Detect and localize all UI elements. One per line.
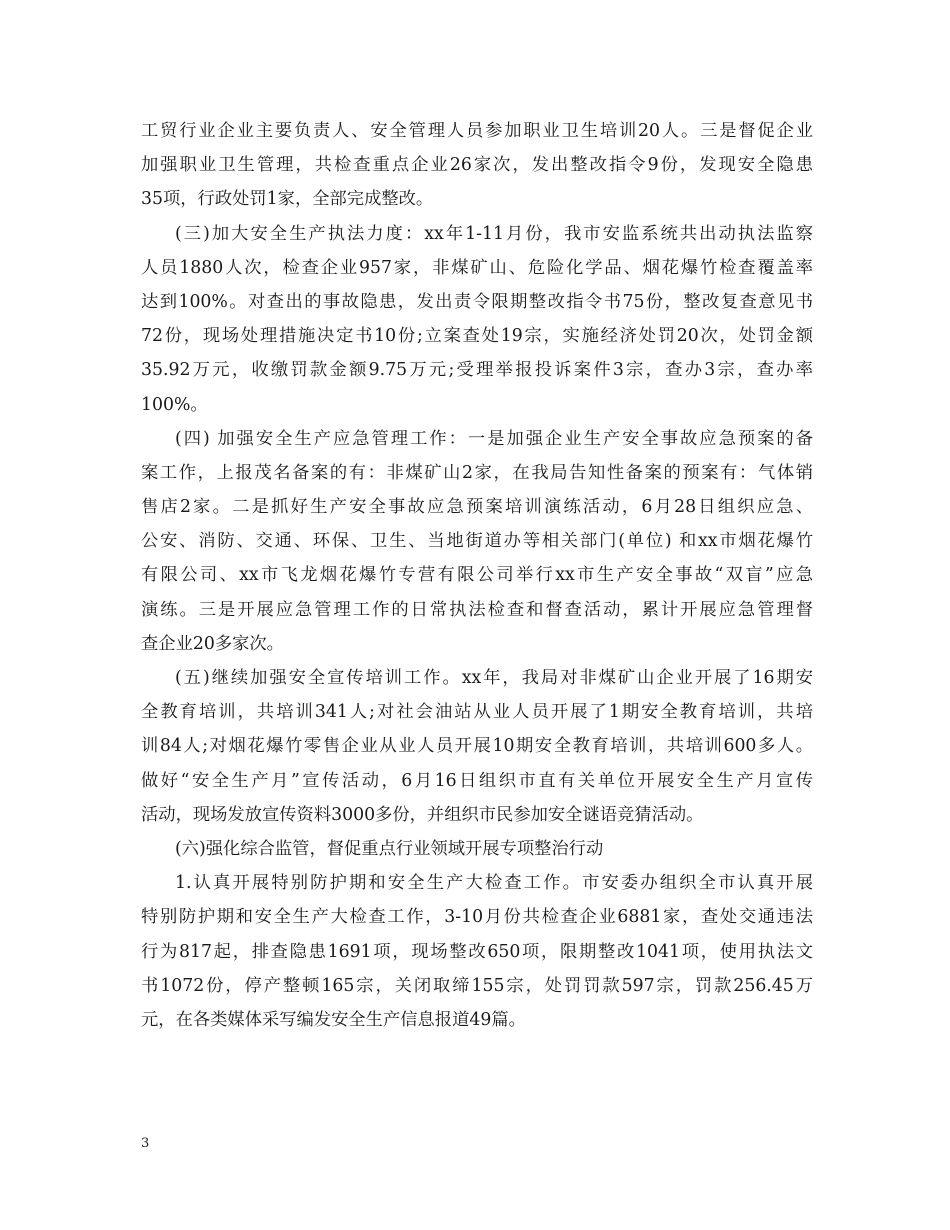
text-line: 100%。 [141,394,208,415]
text-line: 查企业20多家次。 [141,633,284,654]
text-line: 做好“安全生产月”宣传活动，6月16日组织市直有关单位开展安全生产月宣传 [141,770,813,791]
text-line: 加强职业卫生管理，共检查重点企业26家次，发出整改指令9份，发现安全隐患 [141,155,813,176]
text-line: 训84人;对烟花爆竹零售企业从业人员开展10期安全教育培训，共培训600多人。 [141,736,813,757]
text-line: 35项，行政处罚1家，全部完成整改。 [141,189,434,210]
text-line: 案工作，上报茂名备案的有：非煤矿山2家，在我局告知性备案的预案有：气体销 [141,462,813,483]
text-line: 达到100%。对查出的事故隐患，发出责令限期整改指令书75份，整改复查意见书 [141,291,813,312]
text-line: (六)强化综合监管，督促重点行业领域开展专项整治行动 [175,838,604,859]
paragraph-section-4 [141,422,813,661]
text-line: 元，在各类媒体采写编发安全生产信息报道49篇。 [141,1009,526,1030]
text-line: 人员1880人次，检查企业957家，非煤矿山、危险化学品、烟花爆竹检查覆盖率 [141,257,813,278]
text-line: 特别防护期和安全生产大检查工作，3-10月份共检查企业6881家，查处交通违法 [141,907,813,928]
text-line: 售店2家。二是抓好生产安全事故应急预案培训演练活动，6月28日组织应急、 [141,497,813,518]
text-line: 有限公司、xx市飞龙烟花爆竹专营有限公司举行xx市生产安全事故“双盲”应急 [141,565,813,586]
paragraph-section-3 [141,217,813,422]
text-line: 全教育培训，共培训341人;对社会油站从业人员开展了1期安全教育培训，共培 [141,702,813,723]
paragraph-item-1 [141,866,813,1037]
text-line: 1.认真开展特别防护期和安全生产大检查工作。市安委办组织全市认真开展 [175,873,813,894]
paragraph-section-5 [141,661,813,832]
text-line: (五)继续加强安全宣传培训工作。xx年，我局对非煤矿山企业开展了16期安 [175,668,813,688]
text-line: (四) 加强安全生产应急管理工作：一是加强企业生产安全事故应急预案的备 [175,428,813,449]
text-line: 行为817起，排查隐患1691项，现场整改650项，限期整改1041项，使用执法文 [141,941,813,962]
text-line: 35.92万元，收缴罚款金额9.75万元;受理举报投诉案件3宗，查办3宗，查办率 [141,360,813,381]
text-line: 公安、消防、交通、环保、卫生、当地街道办等相关部门(单位) 和xx市烟花爆竹 [141,531,813,552]
text-line: 活动，现场发放宣传资料3000多份，并组织市民参加安全谜语竞猜活动。 [141,804,704,825]
paragraph-continued [141,114,813,217]
text-line: 演练。三是开展应急管理工作的日常执法检查和督查活动，累计开展应急管理督 [141,599,813,620]
text-line: 72份，现场处理措施决定书10份;立案查处19宗，实施经济处罚20次，处罚金额 [141,326,813,347]
document-body [141,114,813,1037]
text-line: 工贸行业企业主要负责人、安全管理人员参加职业卫生培训20人。三是督促企业 [141,121,813,141]
page-number: 3 [141,1136,150,1151]
text-line: (三)加大安全生产执法力度：xx年1-11月份，我市安监系统共出动执法监察 [175,223,813,244]
text-line: 书1072份，停产整顿165宗，关闭取缔155宗，处罚罚款597宗，罚款256.45万 [141,975,813,996]
paragraph-section-6-heading [141,832,813,866]
